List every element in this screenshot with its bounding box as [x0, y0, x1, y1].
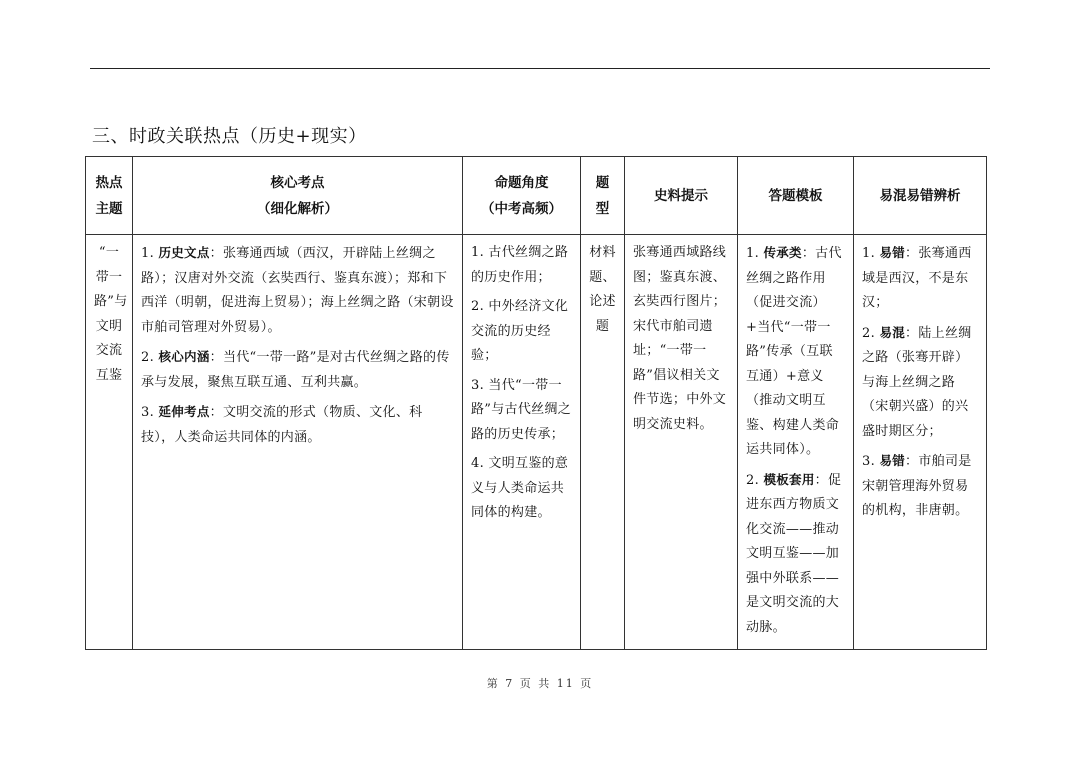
angle-item-1: 1. 古代丝绸之路的历史作用；: [471, 245, 569, 285]
header-qtype-line2: 型: [595, 200, 610, 217]
angle-item-3: 3. 当代“一带一路”与古代丝绸之路的历史传承；: [471, 377, 572, 442]
header-core-line2: （细化解析）: [257, 200, 338, 217]
header-topic: [86, 157, 133, 235]
cell-angle: [463, 235, 581, 650]
header-angle: [463, 157, 581, 235]
header-topic-line2: 主题: [95, 200, 123, 217]
page-footer: 第 7 页 共 11 页: [486, 677, 594, 690]
confusion-item-1: 1. 易错：张骞通西域是西汉，不是东汉；: [862, 245, 972, 310]
header-core: [133, 157, 463, 235]
table-row: [86, 235, 987, 650]
angle-item-4: 4. 文明互鉴的意义与人类命运共同体的构建。: [471, 456, 569, 520]
header-rule: [90, 68, 990, 69]
section-title: 三、时政关联热点（历史+现实）: [92, 126, 367, 147]
header-core-line1: 核心考点: [270, 174, 325, 191]
header-qtype: [581, 157, 625, 235]
cell-hint: 张骞通西域路线图；鉴真东渡、玄奘西行图片；宋代市舶司遗址；“一带一路”倡议相关文件节选；中外文明交流史料。: [625, 235, 738, 650]
cell-confusion: [854, 235, 987, 650]
cell-core: [133, 235, 463, 650]
header-angle-line2: （中考高频）: [481, 200, 562, 217]
core-point-2: 2. 核心内涵：当代“一带一路”是对古代丝绸之路的传承与发展，聚焦互联互通、互利共赢。: [141, 349, 450, 390]
cell-template: [738, 235, 854, 650]
core-point-1: 1. 历史文点：张骞通西域（西汉，开辟陆上丝绸之路）；汉唐对外交流（玄奘西行、鉴真东渡）；郑和下西洋（明朝，促进海上贸易）；海上丝绸之路（宋朝设市舶司管理对外贸易）。: [141, 245, 454, 335]
header-qtype-line1: 题: [595, 174, 610, 191]
header-template: 答题模板: [738, 157, 854, 235]
confusion-item-3: 3. 易错：市舶司是宋朝管理海外贸易的机构，非唐朝。: [862, 453, 972, 518]
header-hint: 史料提示: [625, 157, 738, 235]
hotspot-table: [85, 156, 987, 650]
table-header-row: [86, 157, 987, 235]
header-topic-line1: 热点: [95, 174, 123, 191]
core-point-3: 3. 延伸考点：文明交流的形式（物质、文化、科技），人类命运共同体的内涵。: [141, 404, 423, 445]
header-angle-line1: 命题角度: [494, 174, 549, 191]
template-item-2: 2. 模板套用：促进东西方物质文化交流——推动文明互鉴——加强中外联系——是文明交流的大动脉。: [746, 471, 842, 635]
header-confusion: 易混易错辨析: [854, 157, 987, 235]
template-item-1: 1. 传承类：古代丝绸之路作用（促进交流）+当代“一带一路”传承（互联互通）+意义（推动文明互鉴、构建人类命运共同体）。: [746, 245, 842, 457]
cell-topic: “一带一路”与文明交流互鉴: [86, 235, 133, 650]
confusion-item-2: 2. 易混：陆上丝绸之路（张骞开辟）与海上丝绸之路（宋朝兴盛）的兴盛时期区分；: [862, 324, 972, 439]
angle-item-2: 2. 中外经济文化交流的历史经验；: [471, 299, 569, 363]
cell-question-type: 材料题、论述题: [581, 235, 625, 650]
